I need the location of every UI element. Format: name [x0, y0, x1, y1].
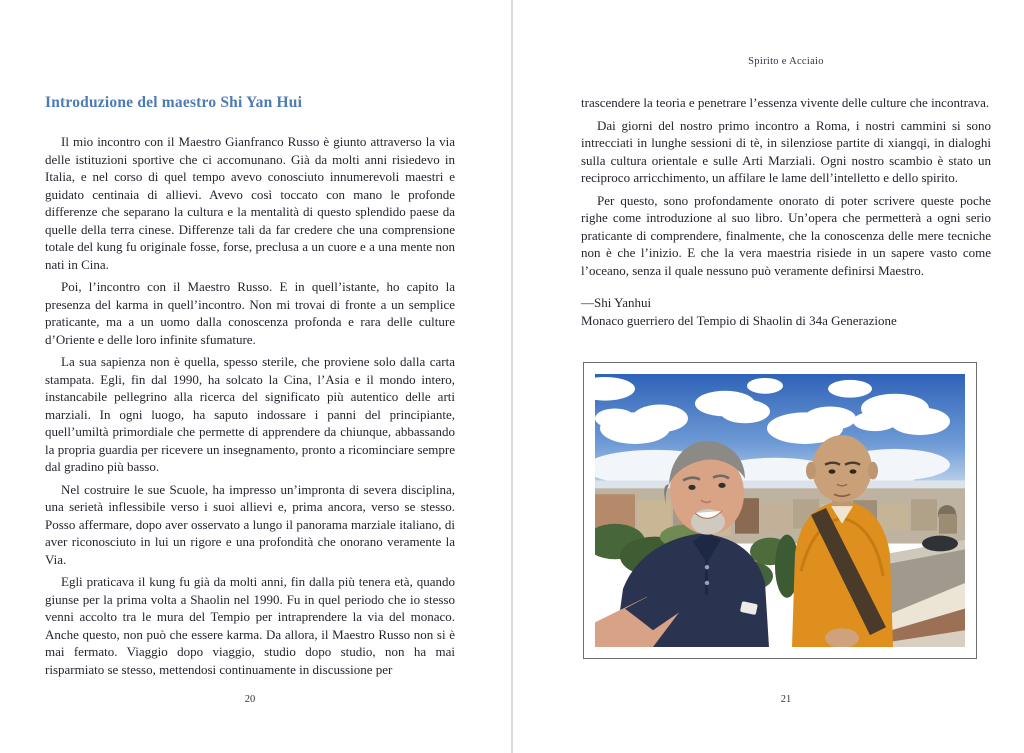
rome-skyline — [595, 480, 965, 543]
signature-name: —Shi Yanhui — [581, 295, 652, 310]
page-gutter-divider — [511, 0, 513, 753]
paragraph: Il mio incontro con il Maestro Gianfranco Russo è giunto attraverso la via delle istituzioni sportive che ci accomunano. Già da molti anni risiedevo in Italia, e nel corso di quel tempo avevo conosciuto innumerevoli maestri e guidato centinaia di allievi. Avevo così toccato con mano le profonde differenze che separano la cultura e la mentalità di questo splendido paese da quelle della terra cinese. Differenze tali da far credere che una comprensione totale del kung fu originale fosse, forse, preclusa a un cuore e a una mente non nati in Cina. — [45, 134, 455, 272]
bag-on-ledge — [922, 536, 958, 552]
paragraph: Nel costruire le sue Scuole, ha impresso un’impronta di severa disciplina, una serietà inflessibile verso i suoi allievi e, prima ancora, verso se stesso. Posso affermare, dopo aver osservato a lungo il panorama marziale italiano, di aver riconosciuto in lui un rigore e una profondità che onorano veramente la Via. — [45, 481, 455, 567]
photo-frame — [583, 362, 977, 659]
chapter-heading: Introduzione del maestro Shi Yan Hui — [45, 94, 303, 111]
signature-block — [581, 294, 991, 329]
page-left-body — [45, 133, 455, 678]
paragraph: Poi, l’incontro con il Maestro Russo. E in quell’istante, ho capito la presenza del karma in quell’incontro. Non mi trovai di fronte a un semplice praticante, ma a un uomo dalla conoscenza profonda e rara delle culture d’Oriente e delle loro infinite sfumature. — [45, 279, 455, 347]
paragraph: Dai giorni del nostro primo incontro a Roma, i nostri cammini si sono intrecciati in lunghe sessioni di tè, in silenziose partite di xiangqi, in dialoghi sulla cultura orientale e sulle Arti Marziali. Ogni nostro scambio è stato un reciproco arricchimento, un affilare le lame dell’intelletto e dello spirito. — [581, 117, 991, 185]
paragraph: Egli praticava il kung fu già da molti anni, fin dalla più tenera età, quando giunse per la prima volta a Shaolin nel 1990. Fu in quel periodo che io stesso venni accolto tra le mura del Tempio per intraprendere la via del monaco. Anche questo, non può che essere karma. Da allora, il Maestro Russo non si è mai fermato. Viaggio dopo viaggio, studio dopo studio, non ha mai risparmiato se stesso, mettendosi continuamente in discussione per — [45, 574, 455, 677]
page-right-body — [581, 94, 991, 279]
signature-title: Monaco guerriero del Tempio di Shaolin di 34a Generazione — [581, 312, 897, 328]
running-header: Spirito e Acciaio — [748, 56, 824, 67]
paragraph: La sua sapienza non è quella, spesso sterile, che proviene solo dalla carta stampata. Egli, fin dal 1990, ha solcato la Cina, l’Asia e il mondo intero, instancabile pellegrino alla ricerca del significato più autentico delle arti marziali. In ogni luogo, ha saputo indossare i panni del principiante, quell’umiltà primordiale che permette di apprendere da chiunque, abbassando la propria guardia per ricevere un insegnamento, pronto a ricominciare sempre dal gradino più basso. — [45, 354, 455, 474]
photo-selfie-rome — [595, 374, 965, 647]
paragraph: Per questo, sono profondamente onorato di poter scrivere queste poche righe come introduzione al suo libro. Un’opera che permetterà a ogni serio praticante di comprendere, finalmente, che la conoscenza delle mere tecniche non è che l’inizio. E che la vera maestria risiede in un sapere vasto come l’oceano, senza il quale nessuno può veramente definirsi Maestro. — [581, 192, 991, 278]
page-left — [45, 94, 455, 683]
page-right — [581, 94, 991, 329]
page-number-left: 20 — [244, 694, 256, 705]
paragraph: trascendere la teoria e penetrare l’essenza vivente delle culture che incontrava. — [581, 95, 990, 110]
page-number-right: 21 — [780, 694, 792, 705]
